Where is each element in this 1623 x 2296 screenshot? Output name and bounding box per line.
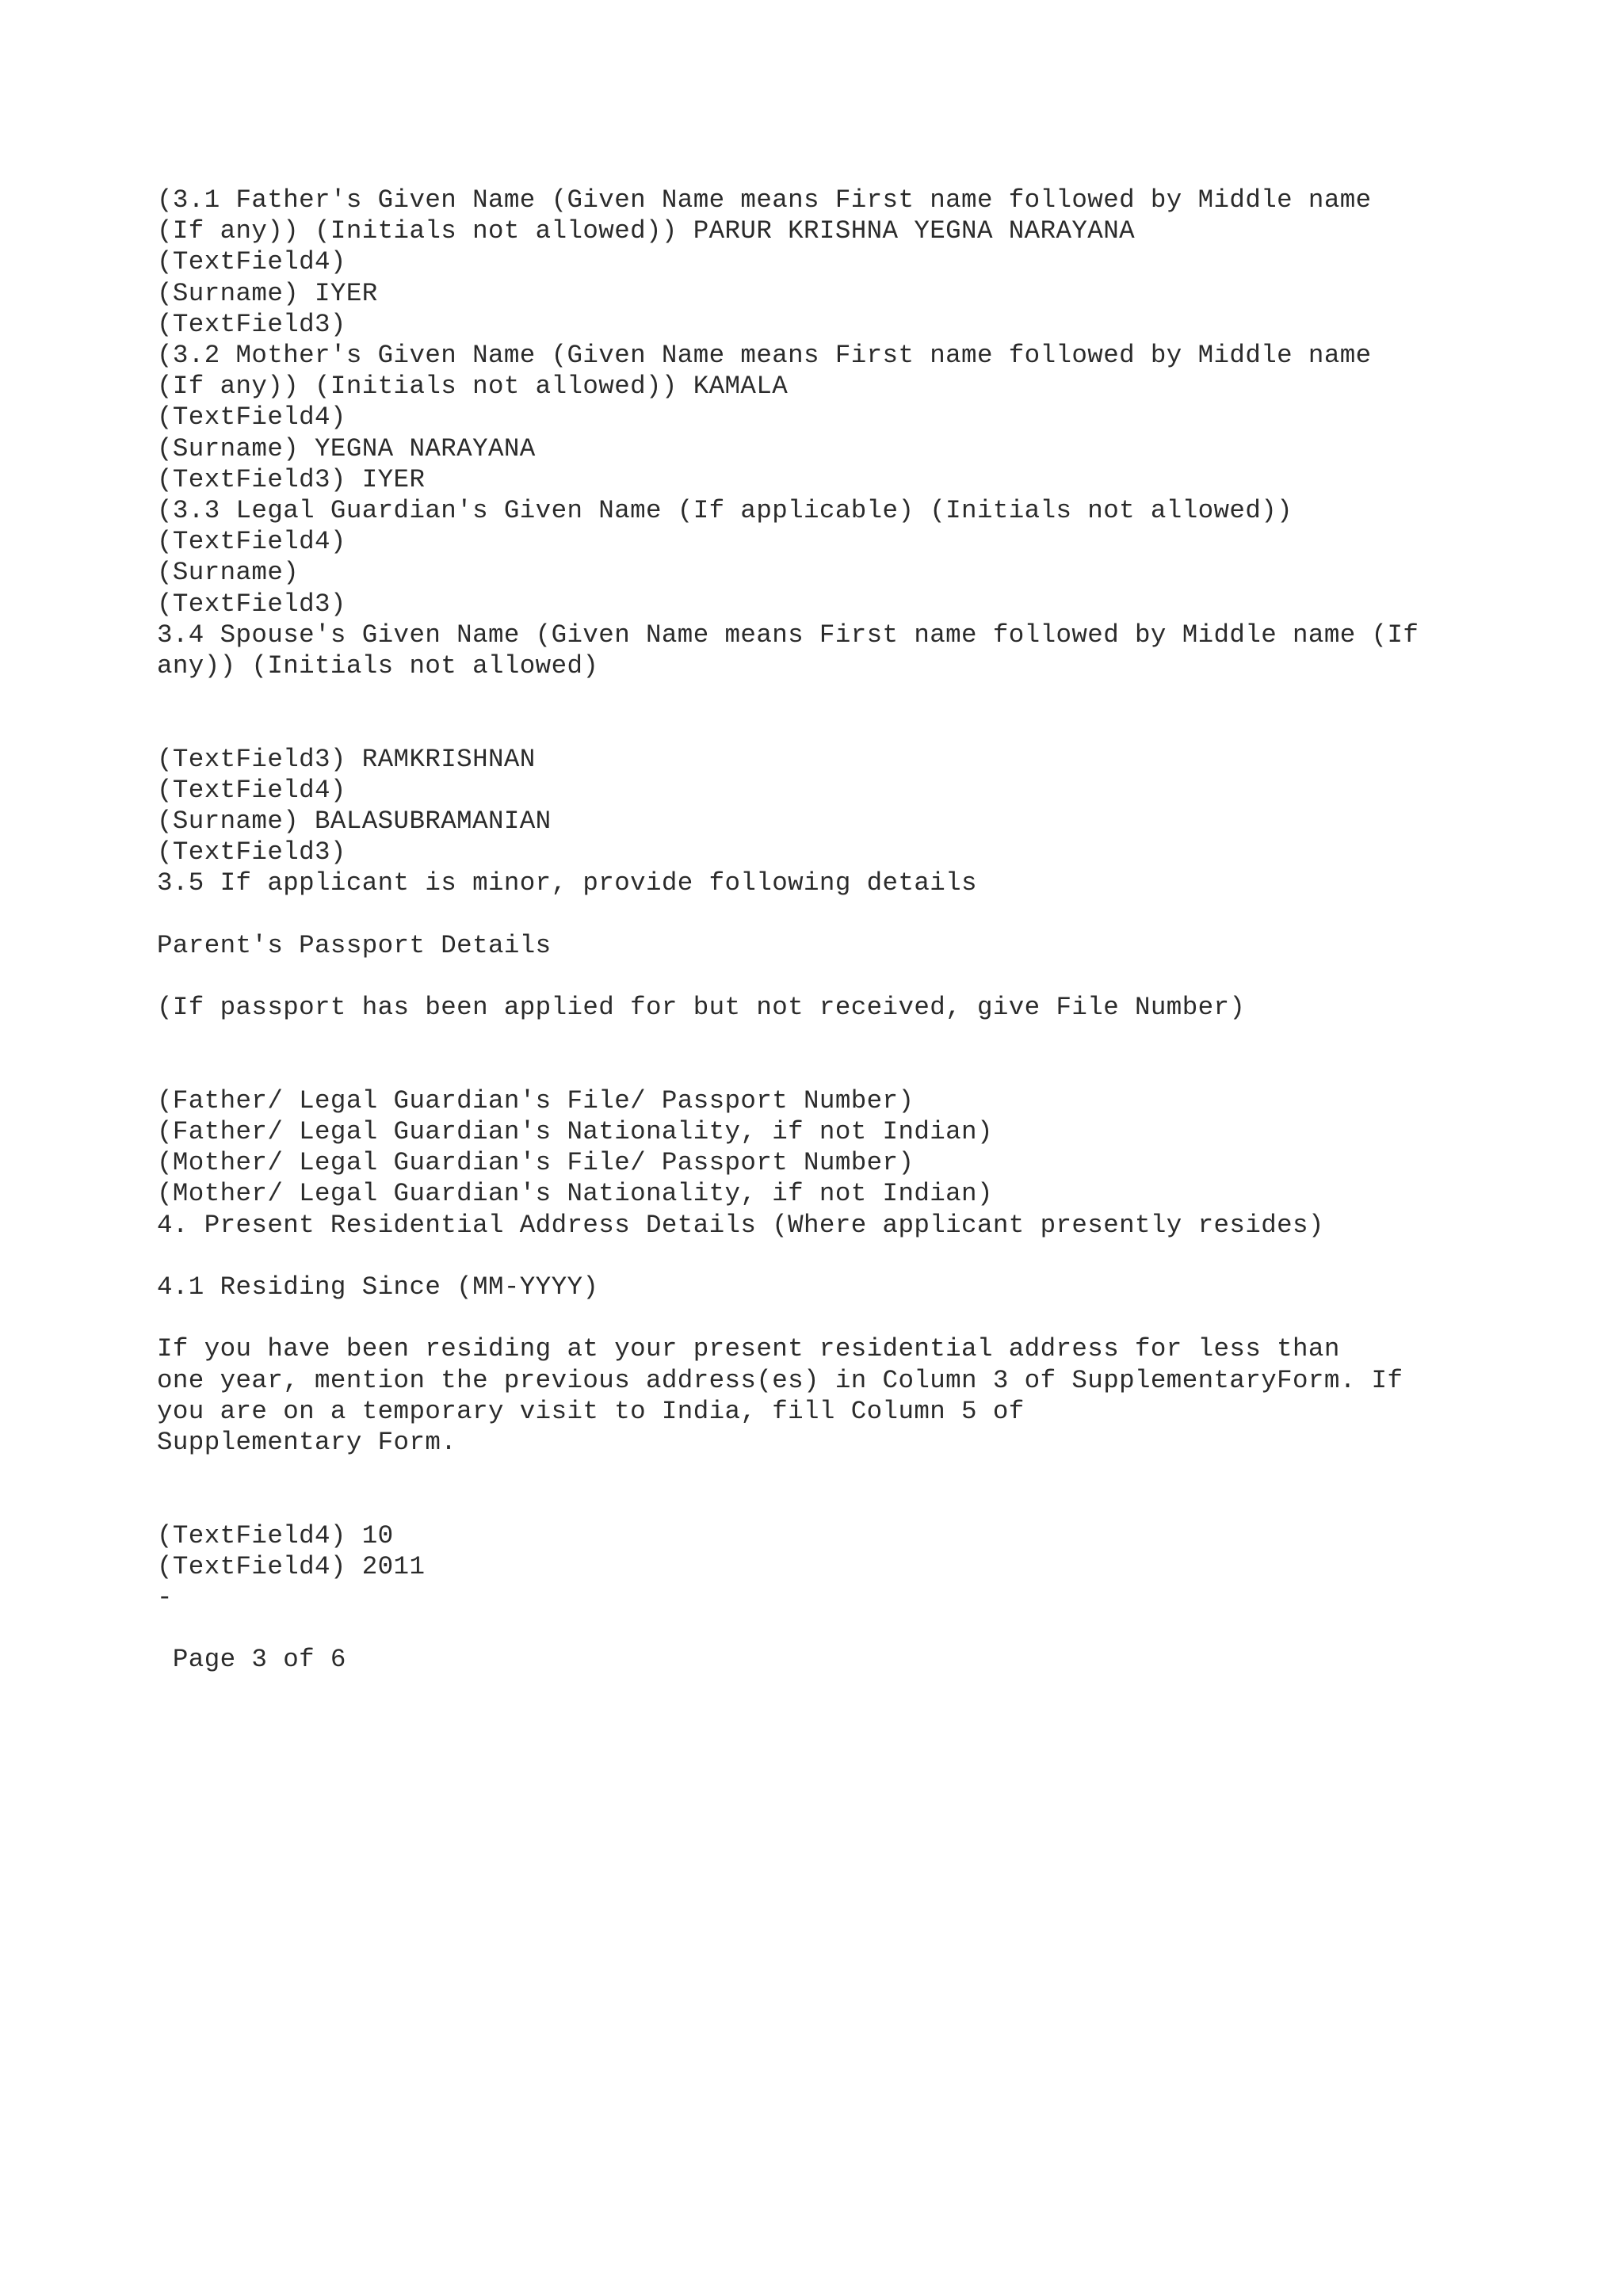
mothers-name-label-line-2: (If any)) (Initials not allowed)) KAMALA: [157, 372, 789, 402]
spacer: [157, 1241, 1504, 1272]
spouse-surname: (Surname) BALASUBRAMANIAN: [157, 807, 552, 837]
fathers-name-label-line-1: (3.1 Father's Given Name (Given Name means First name followed by Middle name: [157, 185, 1372, 215]
guardian-surname: (Surname): [157, 558, 300, 588]
spacer: [157, 899, 1504, 930]
dash-mark: -: [157, 1583, 173, 1613]
mother-passport-number: (Mother/ Legal Guardian's File/ Passport Number): [157, 1148, 915, 1178]
residing-note-line-4: Supplementary Form.: [157, 1428, 457, 1458]
guardian-name-label: (3.3 Legal Guardian's Given Name (If applicable) (Initials not allowed)): [157, 496, 1293, 526]
spouse-textfield4: (TextField4): [157, 775, 346, 805]
spouse-name-label-line-1: 3.4 Spouse's Given Name (Given Name means First name followed by Middle name (If: [157, 620, 1419, 650]
guardian-textfield3: (TextField3): [157, 589, 346, 619]
spacer: [157, 1458, 1504, 1520]
page-number-footer: Page 3 of 6: [157, 1645, 346, 1675]
residing-note-line-2: one year, mention the previous address(es) in Column 3 of SupplementaryForm. If: [157, 1365, 1403, 1395]
spacer: [157, 1302, 1504, 1333]
residing-month-field: (TextField4) 10: [157, 1520, 394, 1550]
mothers-surname: (Surname) YEGNA NARAYANA: [157, 433, 536, 463]
spacer: [157, 681, 1504, 743]
fathers-surname: (Surname) IYER: [157, 278, 378, 308]
mother-nationality: (Mother/ Legal Guardian's Nationality, if not Indian): [157, 1179, 993, 1209]
minor-details-heading: 3.5 If applicant is minor, provide following details: [157, 868, 977, 898]
residing-note-line-1: If you have been residing at your present residential address for less than: [157, 1334, 1340, 1364]
fathers-textfield4: (TextField4): [157, 247, 346, 277]
father-nationality: (Father/ Legal Guardian's Nationality, if not Indian): [157, 1117, 993, 1147]
guardian-textfield4: (TextField4): [157, 527, 346, 557]
spacer: [157, 1613, 1504, 1644]
mothers-name-label-line-1: (3.2 Mother's Given Name (Given Name means First name followed by Middle name: [157, 341, 1372, 371]
spacer: [157, 1023, 1504, 1085]
mothers-textfield4: (TextField4): [157, 402, 346, 433]
mothers-textfield3: (TextField3) IYER: [157, 464, 426, 494]
spouse-textfield3: (TextField3) RAMKRISHNAN: [157, 744, 536, 774]
residing-year-field: (TextField4) 2011: [157, 1551, 426, 1581]
spouse-name-label-line-2: any)) (Initials not allowed): [157, 651, 599, 681]
spacer: [157, 961, 1504, 992]
fathers-name-label-line-2: (If any)) (Initials not allowed)) PARUR KRISHNA YEGNA NARAYANA: [157, 216, 1135, 246]
residing-since-label: 4.1 Residing Since (MM-YYYY): [157, 1272, 599, 1302]
present-address-heading: 4. Present Residential Address Details (Where applicant presently resides): [157, 1210, 1324, 1240]
parents-passport-heading: Parent's Passport Details: [157, 930, 552, 960]
passport-file-note: (If passport has been applied for but not received, give File Number): [157, 993, 1246, 1023]
spouse-textfield3-empty: (TextField3): [157, 837, 346, 868]
form-text-block: [157, 185, 1504, 1676]
father-passport-number: (Father/ Legal Guardian's File/ Passport Number): [157, 1085, 915, 1116]
fathers-textfield3: (TextField3): [157, 309, 346, 339]
residing-note-line-3: you are on a temporary visit to India, fill Column 5 of: [157, 1396, 1025, 1426]
